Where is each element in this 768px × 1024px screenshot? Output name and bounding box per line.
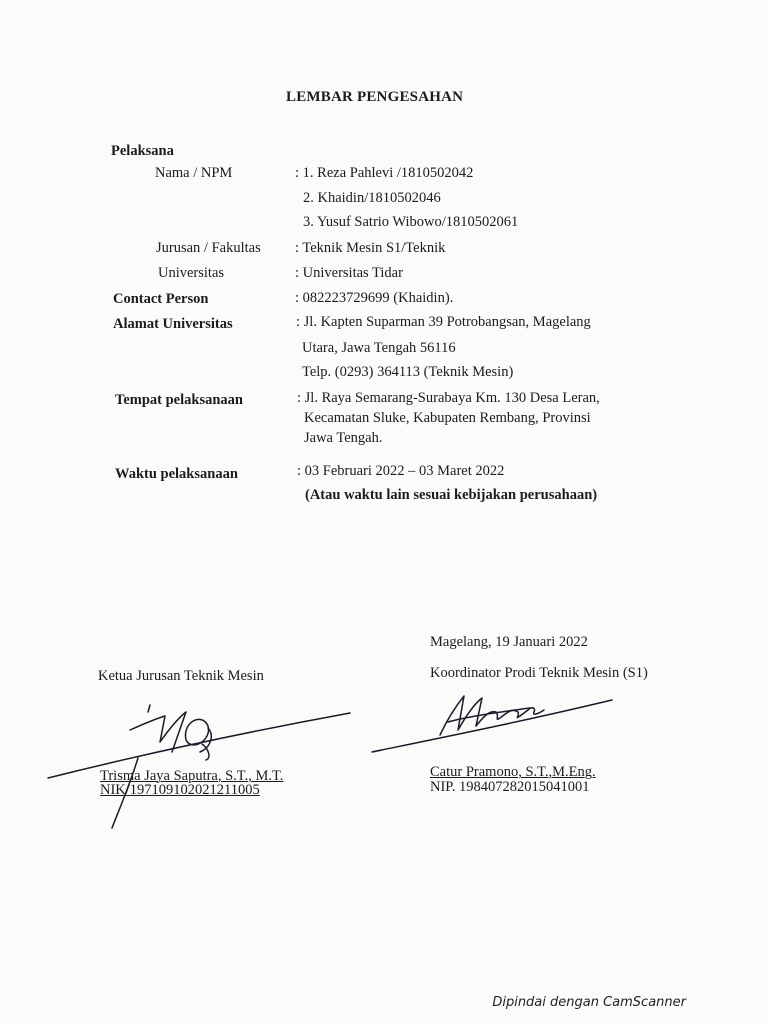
page-title: LEMBAR PENGESAHAN [286,89,464,105]
nama-npm-label: Nama / NPM [155,165,233,181]
contact-label: Contact Person [113,291,209,307]
contact-value: : 082223729699 (Khaidin). [295,290,454,306]
tempat-line-1: : Jl. Raya Semarang-Surabaya Km. 130 Desa Leran, [297,390,600,406]
place-date: Magelang, 19 Januari 2022 [430,634,588,650]
jurusan-value: : Teknik Mesin S1/Teknik [295,240,446,256]
tempat-label: Tempat pelaksanaan [115,392,243,408]
waktu-value: : 03 Februari 2022 – 03 Maret 2022 [297,463,505,479]
jurusan-label: Jurusan / Fakultas [156,240,261,256]
pelaksana-heading: Pelaksana [111,143,174,159]
right-signer-name: Catur Pramono, S.T.,M.Eng. [430,764,596,780]
member-3: 3. Yusuf Satrio Wibowo/1810502061 [303,214,519,230]
waktu-note: (Atau waktu lain sesuai kebijakan perusahaan) [305,487,598,503]
right-signer-id: NIP. 198407282015041001 [430,779,590,795]
camscanner-watermark: Dipindai dengan CamScanner [492,995,686,1010]
member-2: 2. Khaidin/1810502046 [303,190,441,206]
universitas-label: Universitas [158,265,225,281]
tempat-line-3: Jawa Tengah. [304,430,383,446]
left-signer-id: NIK/197109102021211005 [100,782,260,798]
member-1: : 1. Reza Pahlevi /1810502042 [295,165,474,181]
left-signer-name: Trisma Jaya Saputra, S.T., M.T. [100,768,284,784]
tempat-line-2: Kecamatan Sluke, Kabupaten Rembang, Provinsi [304,410,591,426]
right-signer-role: Koordinator Prodi Teknik Mesin (S1) [430,665,648,681]
alamat-line-3: Telp. (0293) 364113 (Teknik Mesin) [302,364,514,380]
alamat-line-2: Utara, Jawa Tengah 56116 [302,340,456,356]
alamat-label: Alamat Universitas [113,316,233,332]
right-signature [372,696,612,752]
alamat-line-1: : Jl. Kapten Suparman 39 Potrobangsan, Magelang [296,314,591,330]
left-signer-role: Ketua Jurusan Teknik Mesin [98,668,264,684]
waktu-label: Waktu pelaksanaan [115,466,238,482]
universitas-value: : Universitas Tidar [295,265,403,281]
